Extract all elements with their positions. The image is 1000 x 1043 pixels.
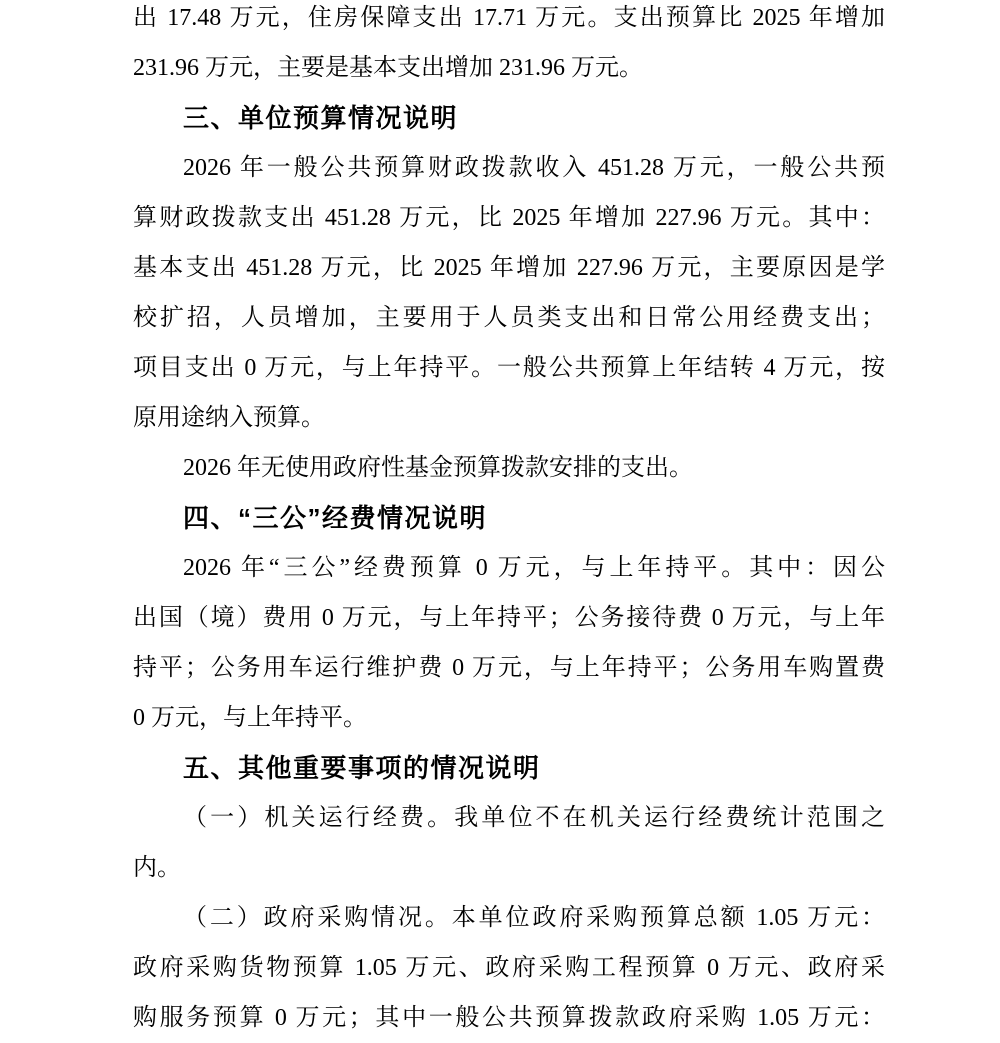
body-line: 持平；公务用车运行维护费 0 万元，与上年持平；公务用车购置费 — [133, 655, 885, 681]
body-line: 政府采购货物预算 1.05 万元、政府采购工程预算 0 万元、政府采 — [133, 955, 885, 981]
body-line: （一）机关运行经费。我单位不在机关运行经费统计范围之 — [183, 805, 885, 831]
section-heading-4: 四、“三公”经费情况说明 — [183, 503, 488, 533]
body-line: 校扩招，人员增加，主要用于人员类支出和日常公用经费支出； — [133, 305, 885, 331]
body-line: 2026 年无使用政府性基金预算拨款安排的支出。 — [183, 455, 693, 481]
body-line: 算财政拨款支出 451.28 万元，比 2025 年增加 227.96 万元。其中： — [133, 205, 885, 231]
body-line: 0 万元，与上年持平。 — [133, 705, 367, 731]
body-line: 出国（境）费用 0 万元，与上年持平；公务接待费 0 万元，与上年 — [133, 605, 885, 631]
body-line: 基本支出 451.28 万元，比 2025 年增加 227.96 万元，主要原因是学 — [133, 255, 885, 281]
body-line: 内。 — [133, 855, 181, 881]
body-line: 231.96 万元，主要是基本支出增加 231.96 万元。 — [133, 55, 643, 81]
document-page — [133, 0, 885, 1043]
section-heading-5: 五、其他重要事项的情况说明 — [183, 753, 541, 783]
body-line: 项目支出 0 万元，与上年持平。一般公共预算上年结转 4 万元，按 — [133, 355, 885, 381]
section-heading-3: 三、单位预算情况说明 — [183, 103, 459, 133]
body-line: 2026 年“三公”经费预算 0 万元，与上年持平。其中：因公 — [183, 555, 885, 581]
body-line: 2026 年一般公共预算财政拨款收入 451.28 万元，一般公共预 — [183, 155, 885, 181]
body-line: 购服务预算 0 万元；其中一般公共预算拨款政府采购 1.05 万元： — [133, 1005, 885, 1031]
body-line: 出 17.48 万元，住房保障支出 17.71 万元。支出预算比 2025 年增加 — [133, 5, 885, 31]
body-line: （二）政府采购情况。本单位政府采购预算总额 1.05 万元： — [183, 905, 885, 931]
body-line: 原用途纳入预算。 — [133, 405, 325, 431]
